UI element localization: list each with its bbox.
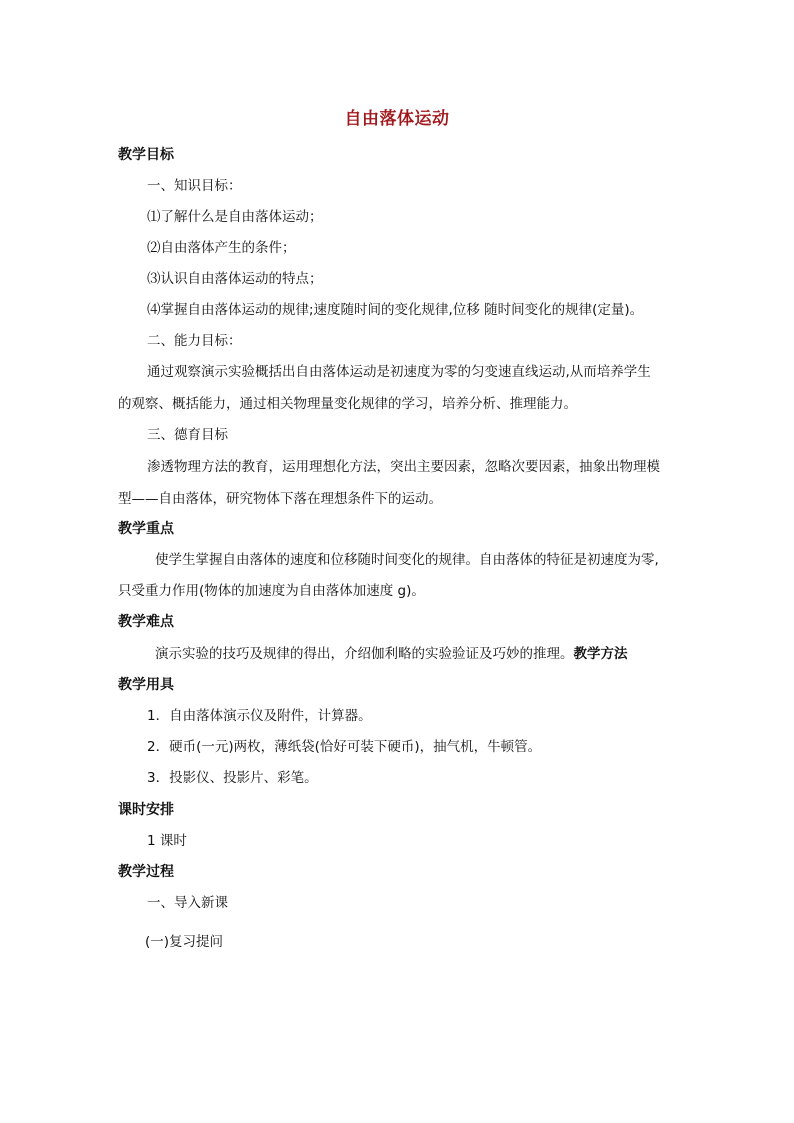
document-title: 自由落体运动 — [344, 109, 450, 129]
ability-text-line-2: 的观察、概括能力，通过相关物理量变化规律的学习，培养分析、推理能力。 — [118, 396, 577, 412]
knowledge-item-4: ⑷掌握自由落体运动的规律;速度随时间的变化规律,位移 随时间变化的规律(定量)。 — [147, 302, 644, 318]
teaching-aid-item-1: 1．自由落体演示仪及附件，计算器。 — [147, 708, 372, 724]
process-step-1: 一、导入新课 — [147, 895, 228, 911]
ability-text-line-1: 通过观察演示实验概括出自由落体运动是初速度为零的匀变速直线运动,从而培养学生 — [147, 364, 651, 380]
heading-teaching-goals: 教学目标 — [118, 147, 174, 163]
knowledge-item-3: ⑶认识自由落体运动的特点； — [147, 271, 323, 287]
moral-goals-label: 三、德育目标 — [147, 427, 228, 443]
process-sub-1: (一)复习提问 — [145, 934, 224, 950]
key-points-line-2: 只受重力作用(物体的加速度为自由落体加速度 g)。 — [118, 583, 425, 599]
schedule-text: 1 课时 — [147, 833, 187, 849]
teaching-method-inline-heading: 教学方法 — [573, 646, 628, 662]
knowledge-item-1: ⑴了解什么是自由落体运动； — [147, 209, 323, 225]
teaching-aid-item-3: 3．投影仪、投影片、彩笔。 — [147, 770, 318, 786]
moral-text-line-2: 型——自由落体，研究物体下落在理想条件下的运动。 — [118, 491, 442, 507]
key-points-line-1: 使学生掌握自由落体的速度和位移随时间变化的规律。自由落体的特征是初速度为零, — [155, 552, 659, 568]
knowledge-goals-label: 一、知识目标： — [147, 178, 242, 194]
heading-difficulties: 教学难点 — [118, 614, 174, 630]
heading-process: 教学过程 — [118, 864, 174, 880]
heading-schedule: 课时安排 — [118, 802, 174, 818]
heading-teaching-aids: 教学用具 — [118, 677, 174, 693]
ability-goals-label: 二、能力目标： — [147, 333, 242, 349]
difficulties-text: 演示实验的技巧及规律的得出，介绍伽利略的实验验证及巧妙的推理。 — [155, 646, 574, 662]
difficulties-line — [155, 644, 628, 664]
heading-key-points: 教学重点 — [118, 521, 174, 537]
teaching-aid-item-2: 2．硬币(一元)两枚，薄纸袋(恰好可装下硬币)，抽气机，牛顿管。 — [147, 739, 542, 755]
moral-text-line-1: 渗透物理方法的教育，运用理想化方法，突出主要因素，忽略次要因素，抽象出物理模 — [147, 459, 660, 475]
knowledge-item-2: ⑵自由落体产生的条件； — [147, 240, 296, 256]
